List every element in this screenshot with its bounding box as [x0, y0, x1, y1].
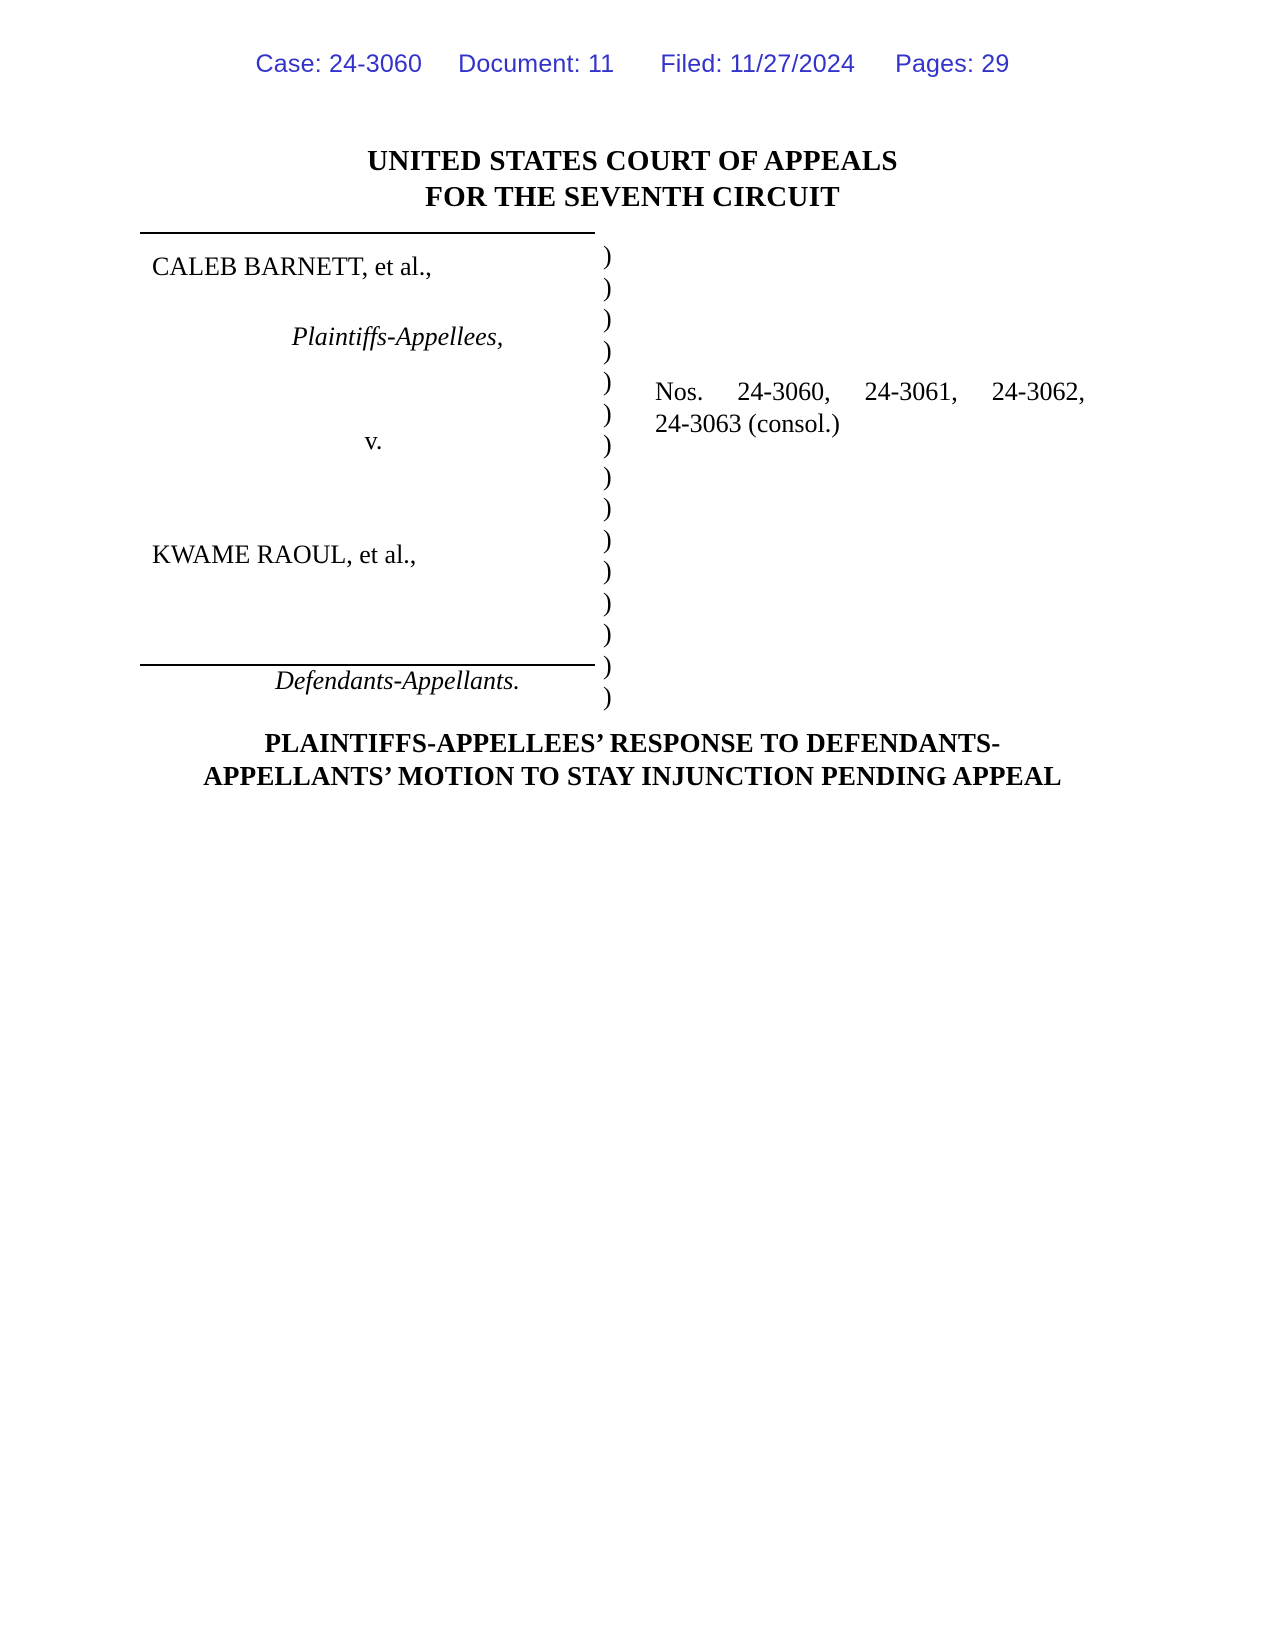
ecf-page-count: Pages: 29 [895, 50, 1010, 78]
ecf-filed-date: Filed: 11/27/2024 [660, 50, 856, 78]
caption-case-numbers [655, 376, 1085, 440]
versus-label: v. [364, 426, 383, 455]
spacer [140, 282, 595, 322]
document-title-line-2: APPELLANTS’ MOTION TO STAY INJUNCTION PENDING APPEAL [203, 761, 1062, 791]
document-title-line-1: PLAINTIFFS-APPELLEES’ RESPONSE TO DEFENDANTS- [264, 728, 1001, 758]
spacer [140, 570, 595, 644]
court-name-line-1: UNITED STATES COURT OF APPEALS [367, 145, 898, 177]
caption-paren: ) [603, 650, 612, 680]
caption-paren: ) [603, 682, 612, 711]
caption-paren: ) [603, 241, 612, 270]
case-number-3: 24-3062, [991, 377, 1085, 406]
caption-paren: ) [603, 367, 612, 396]
ecf-document-number: Document: 11 [458, 50, 615, 78]
caption-paren: ) [603, 398, 612, 428]
case-numbers-prefix: Nos. [655, 377, 704, 406]
ecf-header-stamp [0, 50, 1265, 79]
caption-paren: ) [603, 304, 612, 333]
appellant-party-name: CALEB BARNETT, et al., [152, 252, 432, 281]
caption-paren: ) [603, 335, 612, 365]
document-title [120, 727, 1145, 793]
ecf-case-number: Case: 24-3060 [255, 50, 423, 78]
appellee-party-name: KWAME RAOUL, et al., [152, 540, 417, 569]
case-caption [140, 232, 1100, 711]
caption-paren: ) [603, 493, 612, 522]
case-number-2: 24-3061, [864, 377, 958, 406]
case-number-1: 24-3060, [737, 377, 831, 406]
caption-paren: ) [603, 524, 612, 554]
caption-parties [140, 234, 595, 696]
case-numbers-line-2: 24-3063 (consol.) [655, 409, 840, 438]
caption-paren: ) [603, 461, 612, 491]
spacer [140, 644, 595, 666]
appellee-party-role: Defendants-Appellants. [275, 666, 520, 695]
spacer [140, 456, 595, 522]
caption-paren: ) [603, 556, 612, 585]
caption-paren-column [603, 240, 633, 713]
caption-paren: ) [603, 430, 612, 459]
court-heading [0, 143, 1265, 215]
caption-paren: ) [603, 587, 612, 617]
case-numbers-line-1 [655, 376, 1085, 408]
caption-paren: ) [603, 619, 612, 648]
caption-paren: ) [603, 272, 612, 302]
caption-body [140, 234, 1100, 711]
spacer [140, 352, 595, 426]
appellant-party-role: Plaintiffs-Appellees, [291, 322, 504, 351]
court-name-line-2: FOR THE SEVENTH CIRCUIT [425, 181, 840, 213]
